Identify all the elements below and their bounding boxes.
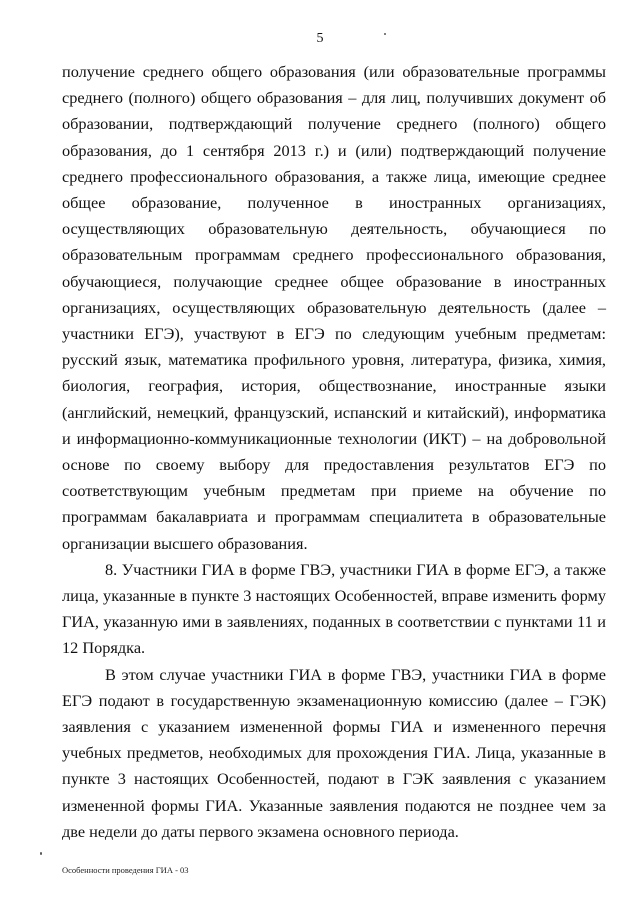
footer-note: Особенности проведения ГИА - 03 [62,865,189,875]
scan-speck [384,33,386,35]
paragraph-item-8-details: В этом случае участники ГИА в форме ГВЭ, участники ГИА в форме ЕГЭ подают в государственную экзаменационную комиссию (далее – ГЭК) заявления с указанием измененной формы ГИА и измененного перечня учебных предметов, необходимых для прохождения ГИА. Лица, указанные в пункте 3 настоящих Особенностей, подают в ГЭК заявления с указанием измененной формы ГИА. Указанные заявления подаются не позднее чем за две недели до даты первого экзамена основного периода. [62,664,606,841]
document-body [62,59,606,845]
paragraph-item-8: 8. Участники ГИА в форме ГВЭ, участники ГИА в форме ЕГЭ, а также лица, указанные в пункте 3 настоящих Особенностей, вправе изменить форму ГИА, указанную ими в заявлениях, поданных в соответствии с пунктами 11 и 12 Порядка. [62,559,606,658]
paragraph-continuation: получение среднего общего образования (или образовательные программы среднего (полного) общего образования – для лиц, получивших документ об образовании, подтверждающий получение среднего (полного) общего образования, до 1 сентября 2013 г.) и (или) подтверждающий получение среднего профессионального образования, а также лица, имеющие среднее общее образование, полученное в иностранных организациях, осуществляющих образовательную деятельность, обучающиеся по образовательным программам среднего профессионального образования, обучающиеся, получающие среднее общее образование в иностранных организациях, осуществляющих образовательную деятельность (далее – участники ЕГЭ), участвуют в ЕГЭ по следующим учебным предметам: русский язык, математика профильного уровня, литература, физика, химия, биология, география, история, обществознание, иностранные языки (английский, немецкий, французский, испанский и китайский), информатика и информационно-коммуникационные технологии (ИКТ) – на добровольной основе по своему выбору для предоставления результатов ЕГЭ по соответствующим учебным предметам при приеме на обучение по программам бакалавриата и программам специалитета в образовательные организации высшего образования. [62,62,606,553]
scan-speck [40,852,42,855]
page-number: 5 [316,31,324,46]
